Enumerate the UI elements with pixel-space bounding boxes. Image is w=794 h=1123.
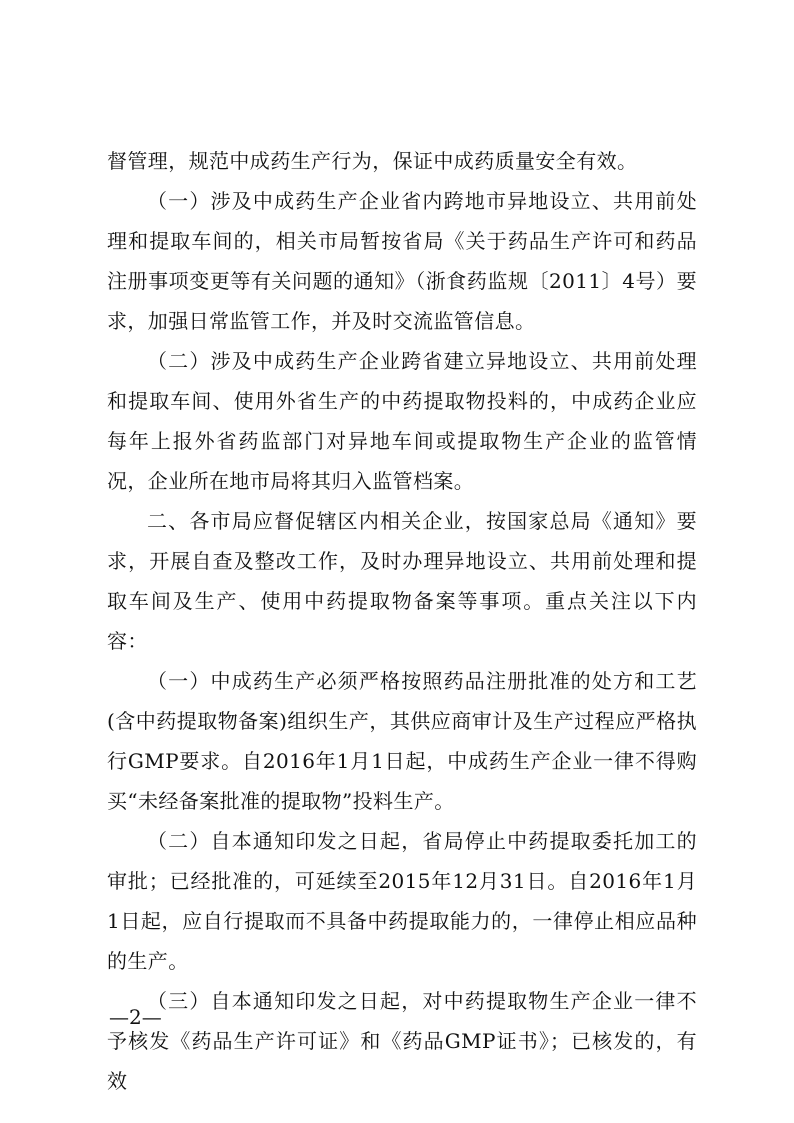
page-number: —2— — [109, 1005, 162, 1029]
paragraph-item-1-2: （二）涉及中成药生产企业跨省建立异地设立、共用前处理和提取车间、使用外省生产的中药提取物投料的，中成药企业应每年上报外省药监部门对异地车间或提取物生产企业的监管情况，企业所在地市局将其归入监管档案。 — [107, 349, 697, 493]
paragraph-item-1-1: （一）涉及中成药生产企业省内跨地市异地设立、共用前处理和提取车间的，相关市局暂按省局《关于药品生产许可和药品注册事项变更等有关问题的通知》（浙食药监规〔2011〕4号）要求，加强日常监管工作，并及时交流监管信息。 — [107, 189, 697, 333]
paragraph-continuation: 督管理，规范中成药生产行为，保证中成药质量安全有效。 — [107, 149, 638, 173]
paragraph-section-2: 二、各市局应督促辖区内相关企业，按国家总局《通知》要求，开展自查及整改工作，及时办理异地设立、共用前处理和提取车间及生产、使用中药提取物备案等事项。重点关注以下内容： — [107, 509, 697, 653]
document-body — [107, 141, 697, 1101]
paragraph-item-2-3: （三）自本通知印发之日起，对中药提取物生产企业一律不予核发《药品生产许可证》和《药品GMP证书》；已核发的，有效 — [107, 989, 697, 1093]
paragraph-item-2-2: （二）自本通知印发之日起，省局停止中药提取委托加工的审批；已经批准的，可延续至2015年12月31日。自2016年1月1日起，应自行提取而不具备中药提取能力的，一律停止相应品种的生产。 — [107, 829, 697, 973]
paragraph-item-2-1: （一）中成药生产必须严格按照药品注册批准的处方和工艺(含中药提取物备案)组织生产，其供应商审计及生产过程应严格执行GMP要求。自2016年1月1日起，中成药生产企业一律不得购买“未经备案批准的提取物”投料生产。 — [107, 669, 697, 813]
